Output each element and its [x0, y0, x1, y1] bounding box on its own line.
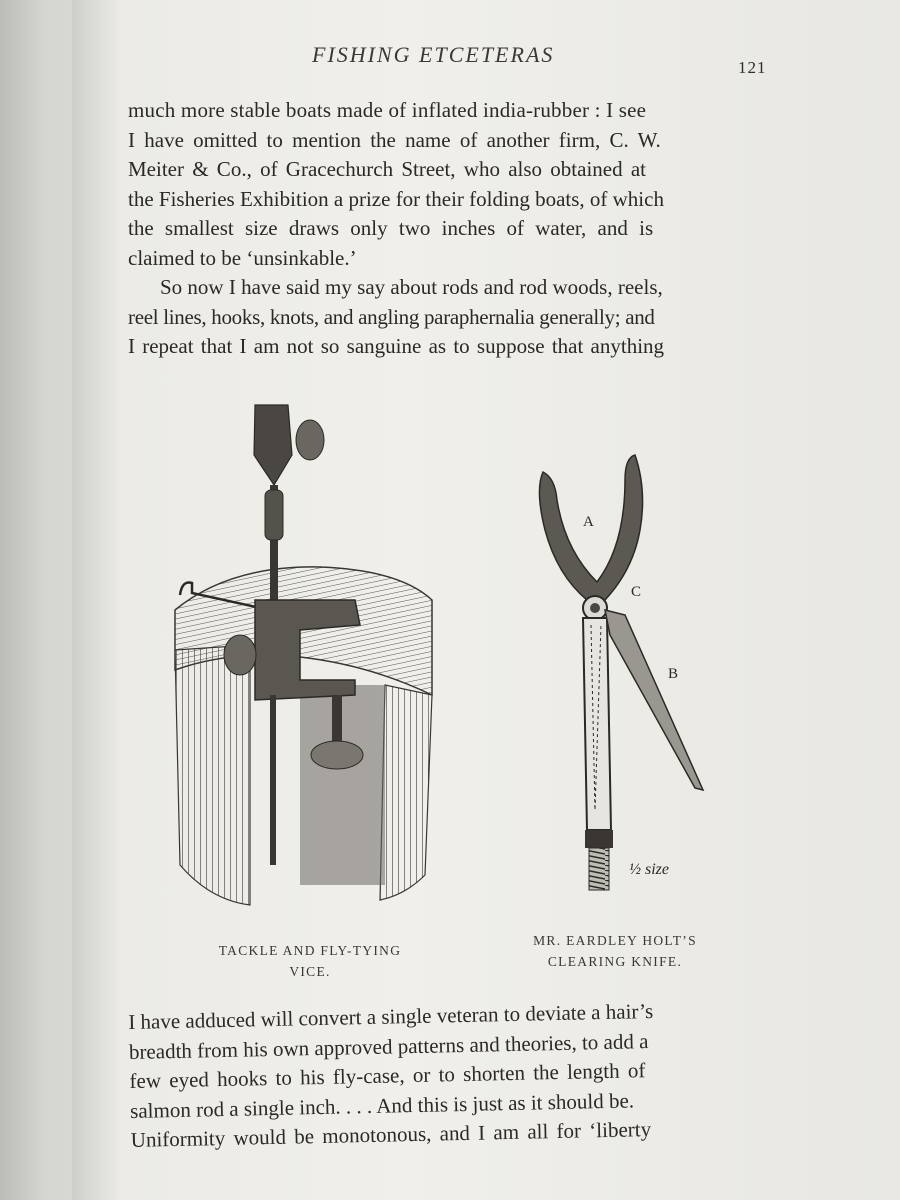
body-text-top: [128, 96, 776, 362]
label-b: B: [668, 666, 679, 682]
caption-line: VICE.: [289, 964, 331, 979]
text-line: Meiter & Co., of Gracechurch Street, who also obtained at: [128, 157, 647, 181]
caption-line: CLEARING KNIFE.: [547, 954, 683, 969]
caption-line: TACKLE AND FLY-TYING: [218, 943, 402, 958]
body-text-bottom: [128, 994, 781, 1155]
page-number: 121: [738, 58, 767, 77]
clearing-knife-illustration: [525, 450, 725, 900]
text-line: much more stable boats made of inflated india-rubber : I see: [128, 98, 647, 122]
text-line: I have adduced will convert a single veteran to deviate a hair’s: [128, 999, 654, 1034]
caption-line: MR. EARDLEY HOLT’S: [533, 933, 697, 948]
text-line: claimed to be ‘unsinkable.’: [128, 245, 357, 270]
fly-tying-vice-illustration: [170, 395, 440, 915]
text-line: few eyed hooks to his fly-case, or to shorten the length of: [129, 1058, 646, 1093]
text-line: I repeat that I am not so sanguine as to suppose that anything: [128, 334, 665, 358]
text-line: Uniformity would be monotonous, and I am all for ‘liberty: [130, 1117, 652, 1152]
scale-note: ½ size: [629, 861, 669, 878]
caption-fly-tying-vice: [190, 940, 430, 982]
label-c: C: [631, 584, 642, 600]
text-line: the Fisheries Exhibition a prize for their folding boats, of which: [128, 186, 664, 211]
text-line: I have omitted to mention the name of another firm, C. W.: [128, 127, 661, 152]
label-a: A: [583, 514, 594, 530]
text-line: salmon rod a single inch. . . . And this is just as it should be.: [129, 1087, 635, 1123]
text-line: reel lines, hooks, knots, and angling paraphernalia generally; and: [128, 304, 655, 329]
text-line: breadth from his own approved patterns and theories, to add a: [128, 1028, 649, 1064]
running-title: FISHING ETCETERAS: [312, 42, 555, 67]
caption-clearing-knife: [505, 930, 725, 972]
text-line: the smallest size draws only two inches of water, and is: [128, 216, 654, 240]
text-line: So now I have said my say about rods and rod woods, reels,: [160, 275, 663, 299]
